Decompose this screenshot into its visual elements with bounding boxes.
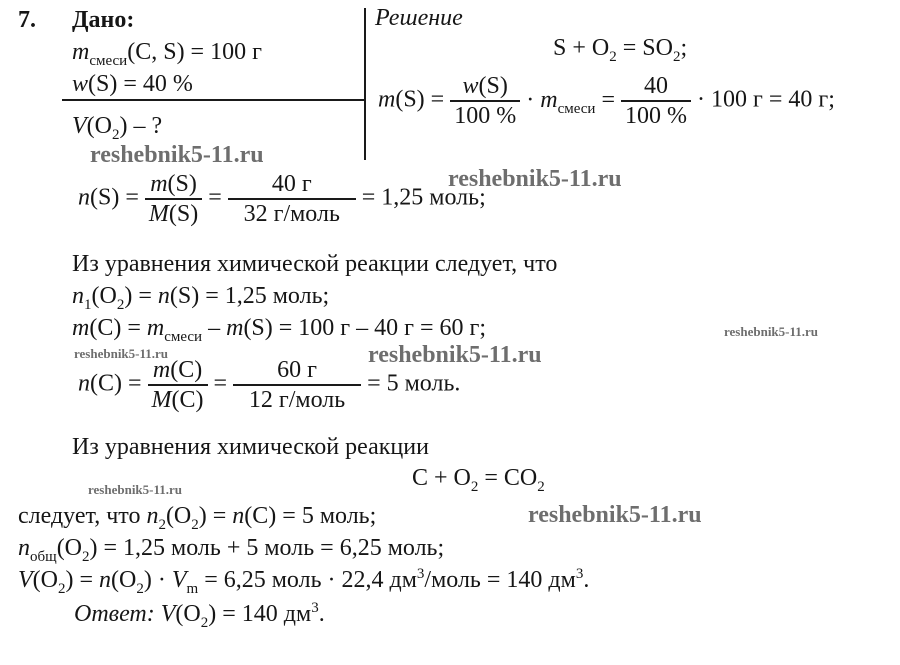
watermark: reshebnik5-11.ru	[448, 166, 622, 192]
watermark: reshebnik5-11.ru	[90, 142, 264, 168]
given-divider-horizontal	[62, 99, 366, 101]
answer-line: Ответ: $V(O_2) = 140$ $дм^3$.	[74, 600, 325, 631]
oxygen-volume: $V(O_2) = n(O_2) \cdot V_m = 6,25$ моль · 22,4 $дм^3$/моль = 140 $дм^3$.	[18, 566, 590, 597]
moles-oxygen-total: $n_{общ}(O_2) = 1,25$ моль + 5 моль = 6,25 моль;	[18, 535, 445, 565]
moles-oxygen-2: следует, что $n_2(O_2) = n(C) = 5$ моль;	[18, 503, 377, 533]
moles-sulfur-formula: n(S) = $\frac{m(S)}{M(S)}$ = $\frac{40 г}{\text{32 г/моль}}$ = 1,25 моль;	[78, 171, 486, 227]
given-find: $V(O_2)$ – ?	[72, 113, 163, 143]
given-divider-vertical	[364, 8, 366, 160]
moles-carbon-formula: n(C) = $\frac{m(C)}{M(C)}$ = $\frac{60 г}{\text{12 г/моль}}$ = 5 моль.	[78, 357, 461, 413]
reaction-statement-2: Из уравнения химической реакции	[72, 434, 429, 460]
moles-oxygen-1: $n_1(O_2) = n(S) = 1,25$ моль;	[72, 283, 330, 313]
reaction-sulfur: $S + O_2 = SO_2$;	[553, 35, 688, 65]
solution-title: Решение	[375, 5, 463, 31]
given-title: Дано:	[72, 7, 135, 33]
mass-sulfur-formula: m(S) = $\frac{w(S)}{100 \%}$ · $m_{смеси}$ = $\frac{40}{100 \%}$ · 100 г = 40 г;	[378, 73, 835, 129]
reaction-statement-1: Из уравнения химической реакции следует, что	[72, 251, 558, 277]
given-sulfur-fraction: w(S) = 40 %	[72, 71, 193, 97]
watermark: reshebnik5-11.ru	[528, 502, 702, 528]
mass-carbon: $m(C) = m_{смеси} - m(S) = 100$ г – 40 г = 60 г;	[72, 315, 487, 345]
given-mass-mixture: $m_{смеси}(C$, S) = 100 г	[72, 39, 262, 69]
watermark: reshebnik5-11.ru	[88, 482, 183, 497]
watermark: reshebnik5-11.ru	[74, 346, 169, 361]
watermark: reshebnik5-11.ru	[724, 324, 819, 339]
problem-number: 7.	[18, 7, 36, 33]
reaction-carbon: $C + O_2 = CO_2$	[412, 465, 545, 495]
watermark: reshebnik5-11.ru	[368, 342, 542, 368]
